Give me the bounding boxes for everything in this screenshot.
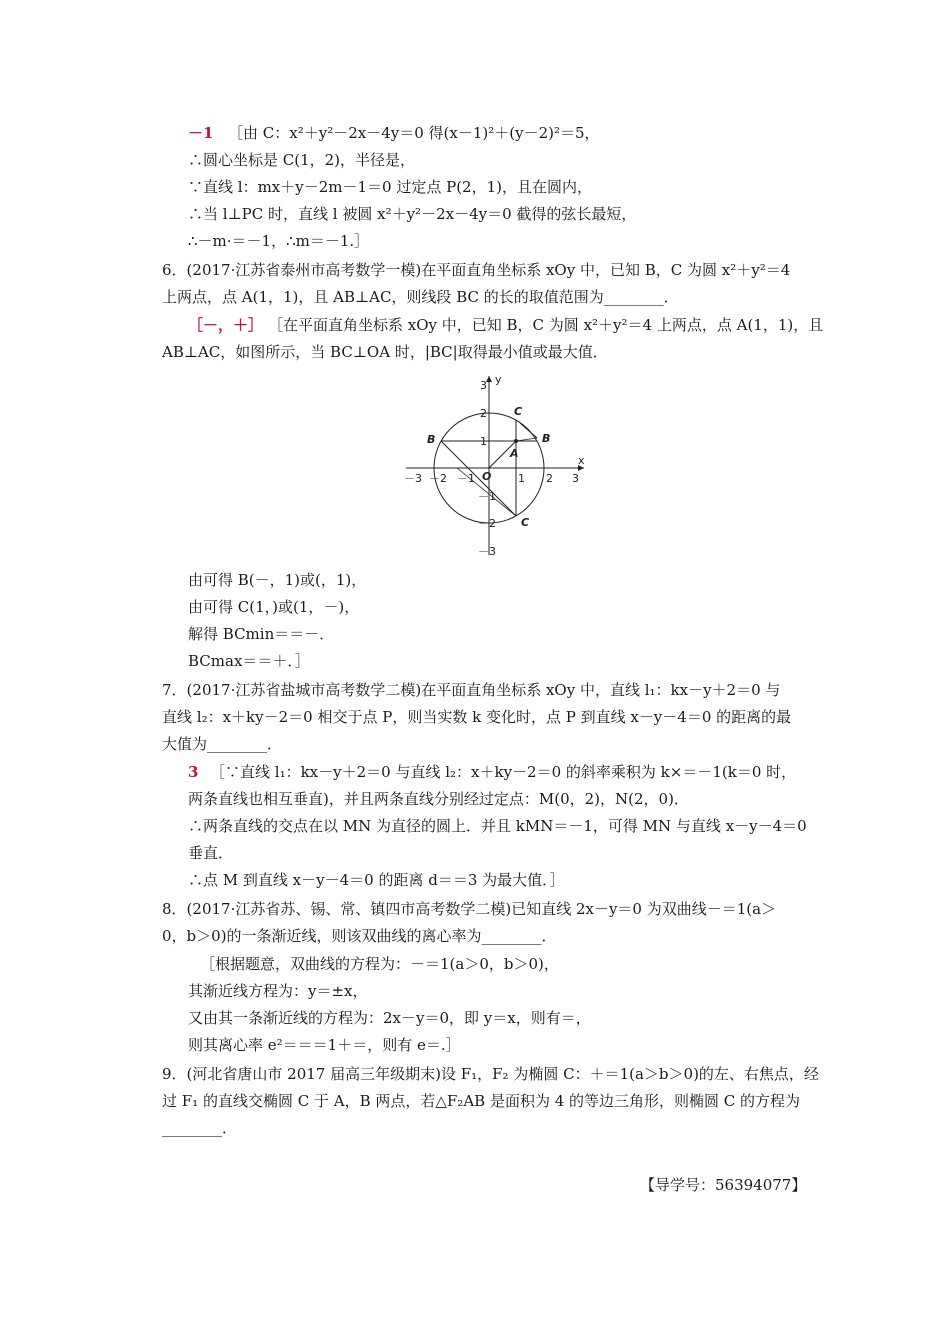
question-9-line-2: 过 F₁ 的直线交椭圆 C 于 A，B 两点，若△F₂AB 是面积为 4 的等边三角形，则椭圆 C 的方程为 <box>162 1092 801 1110</box>
x-axis-label: x <box>578 454 585 467</box>
solution-8-line-1: ［根据题意，双曲线的方程为：－＝1(a＞0，b＞0)， <box>200 955 559 973</box>
question-9-line-3: ________． <box>162 1119 238 1137</box>
solution-8-line-4: 则其离心率 e²＝＝＝1＋＝，则有 e＝.］ <box>188 1036 461 1054</box>
solution-8-line-3: 又由其一条渐近线的方程为：2x－y＝0，即 y＝x，则有＝， <box>188 1009 591 1027</box>
solution-8-line-2: 其渐近线方程为：y＝±x， <box>188 982 368 1000</box>
solution-5-line-4: ∴当 l⊥PC 时，直线 l 被圆 x²＋y²－2x－4y＝0 截得的弦长最短， <box>188 205 637 223</box>
tick-x-3: －1 <box>457 472 475 485</box>
solution-6-line-5: 解得 BCmin＝＝－． <box>188 625 335 643</box>
answer-7-value: 3 <box>188 763 199 781</box>
question-6-line-1: 6．(2017·江苏省泰州市高考数学一模)在平面直角坐标系 xOy 中，已知 B，C 为圆 x²＋y²＝4 <box>162 261 791 279</box>
answer-6-value: ［－，＋］ <box>188 316 264 334</box>
circle-figure <box>400 372 590 562</box>
label-c-bottom: C <box>521 516 530 529</box>
tick-y-4: －1 <box>478 490 496 503</box>
origin-label: O <box>482 470 492 483</box>
tick-x-5: 2 <box>546 472 553 485</box>
answer-6 <box>188 315 263 335</box>
question-8-line-1: 8．(2017·江苏省苏、锡、常、镇四市高考数学二模)已知直线 2x－y＝0 为双曲线－＝1(a＞ <box>162 900 777 918</box>
point-a <box>514 439 518 443</box>
question-9-line-1: 9．(河北省唐山市 2017 届高三年级期末)设 F₁，F₂ 为椭圆 C：＋＝1(a＞b＞0)的左、右焦点，经 <box>162 1065 819 1083</box>
solution-7-line-1: ［∵直线 l₁：kx－y＋2＝0 与直线 l₂：x＋ky－2＝0 的斜率乘积为 k×＝－1(k＝0 时， <box>210 763 797 781</box>
guide-number: 【导学号：56394077】 <box>640 1176 807 1194</box>
tick-x-4: 1 <box>518 472 525 485</box>
label-b-right: B <box>542 432 551 445</box>
solution-6-line-1: ［在平面直角坐标系 xOy 中，已知 B，C 为圆 x²＋y²＝4 上两点，点 A(1，1)，且 <box>268 316 824 334</box>
solution-5-line-2: ∴圆心坐标是 C(1，2)，半径是， <box>188 151 416 169</box>
solution-5-line-1: ［由 C：x²＋y²－2x－4y＝0 得(x－1)²＋(y－2)²＝5， <box>228 124 600 142</box>
solution-6-line-2: AB⊥AC，如图所示，当 BC⊥OA 时，|BC|取得最小值或最大值． <box>162 343 608 361</box>
label-b-left: B <box>427 433 436 446</box>
segment-bc-upper <box>520 423 537 438</box>
solution-7-line-4: 垂直． <box>188 844 234 862</box>
tick-y-3: 1 <box>480 435 487 448</box>
question-7-line-1: 7．(2017·江苏省盐城市高考数学二模)在平面直角坐标系 xOy 中，直线 l₁：kx－y＋2＝0 与 <box>162 681 781 699</box>
question-7-line-3: 大值为________． <box>162 735 283 753</box>
answer-5 <box>188 123 213 143</box>
question-7-line-2: 直线 l₂：x＋ky－2＝0 相交于点 P，则当实数 k 变化时，点 P 到直线 x－y－4＝0 的距离的最 <box>162 708 792 726</box>
solution-5-line-5: ∴－m·＝－1，∴m＝－1.］ <box>188 232 370 250</box>
solution-6-line-6: BCmax＝＝＋．］ <box>188 652 310 670</box>
solution-7-line-2: 两条直线也相互垂直)，并且两条直线分别经过定点：M(0，2)，N(2，0)． <box>188 790 689 808</box>
tick-x-6: 3 <box>572 472 579 485</box>
tick-y-5: －2 <box>478 517 496 530</box>
solution-7-line-3: ∴两条直线的交点在以 MN 为直径的圆上．并且 kMN＝－1，可得 MN 与直线 x－y－4＝0 <box>188 817 807 835</box>
label-c-top: C <box>514 405 523 418</box>
tick-y-6: －3 <box>478 545 496 558</box>
tick-x-2: －2 <box>429 472 447 485</box>
y-axis-label: y <box>495 373 502 386</box>
tick-y-2: 2 <box>480 407 487 420</box>
answer-5-value: －1 <box>188 124 214 142</box>
answer-7 <box>188 762 198 782</box>
question-8-line-2: 0，b＞0)的一条渐近线，则该双曲线的离心率为________． <box>162 927 557 945</box>
solution-5-line-3: ∵直线 l：mx＋y－2m－1＝0 过定点 P(2，1)，且在圆内， <box>188 178 592 196</box>
question-6-line-2: 上两点，点 A(1，1)，且 AB⊥AC，则线段 BC 的长的取值范围为________． <box>162 288 679 306</box>
tick-y-1: 3 <box>480 379 487 392</box>
solution-6-line-4: 由可得 C(1，)或(1，－)， <box>188 598 360 616</box>
tick-x-1: －3 <box>404 472 422 485</box>
label-a: A <box>510 447 519 460</box>
solution-6-line-3: 由可得 B(－，1)或(，1)， <box>188 571 367 589</box>
solution-7-line-5: ∴点 M 到直线 x－y－4＝0 的距离 d＝＝3 为最大值．］ <box>188 871 565 889</box>
